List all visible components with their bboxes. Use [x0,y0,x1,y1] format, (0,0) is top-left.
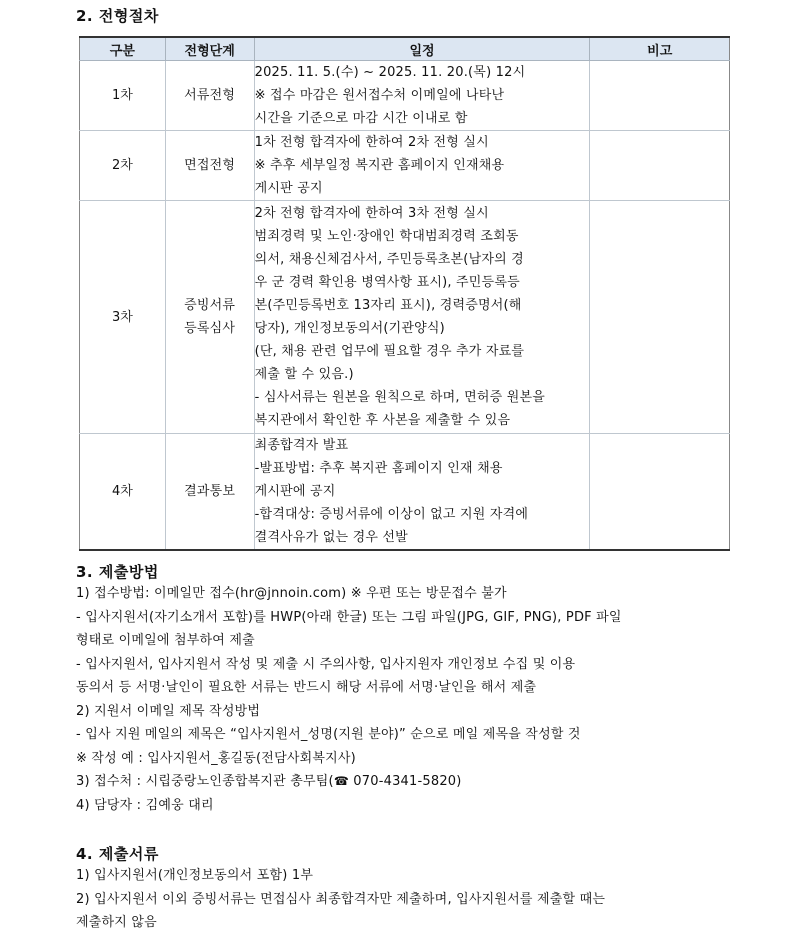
round-cell: 3차 [80,201,166,434]
schedule-line: 당자), 개인정보동의서(기관양식) [254,321,445,336]
stage-cell [165,201,254,434]
text-line: 동의서 등 서명·날인이 필요한 서류는 반드시 해당 서류에 서명·날인을 해서 제출 [76,680,537,695]
schedule-line: 1차 전형 합격자에 한하여 2차 전형 실시 [254,135,489,150]
schedule-line: 최종합격자 발표 [254,438,349,453]
table-row [80,434,730,551]
text-line: - 입사지원서, 입사지원서 작성 및 제출 시 주의사항, 입사지원자 개인정보 수집 및 이용 [76,656,576,672]
round-cell: 2차 [80,131,166,201]
selection-procedure-table [79,36,730,551]
note-cell [590,61,730,131]
schedule-line: 시간을 기준으로 마감 시간 이내로 함 [254,111,468,126]
stage-cell [165,131,254,201]
text-line: ※ 작성 예 : 입사지원서_홍길동(전담사회복지사) [76,750,356,766]
contact-prefix: 3) 접수처 : 시립중랑노인종합복지관 총무팀( [76,774,334,789]
stage-line: 면접전형 [184,158,236,173]
table-row [80,131,730,201]
text-line: - 입사지원서(자기소개서 포함)를 HWP(아래 한글) 또는 그림 파일(JPG, GIF, PNG), PDF 파일 [76,609,622,625]
section-2-title: 2. 전형절차 [76,7,159,25]
text-line: 1) 입사지원서(개인정보동의서 포함) 1부 [76,868,314,883]
schedule-line: ※ 추후 세부일정 복지관 홈페이지 인재채용 [254,158,505,173]
round-cell: 4차 [80,434,166,551]
schedule-cell [254,434,590,551]
header-category: 구분 [80,37,166,61]
schedule-line: (단, 채용 관련 업무에 필요할 경우 추가 자료를 [254,344,525,359]
schedule-line: 우 군 경력 확인용 병역사항 표시), 주민등록등 [254,275,520,290]
header-schedule: 일정 [254,37,590,61]
section-4-title: 4. 제출서류 [76,845,159,863]
text-line: 2) 입사지원서 이외 증빙서류는 면접심사 최종합격자만 제출하며, 입사지원서를 제출할 때는 [76,891,606,907]
text-line: 제출하지 않음 [76,915,157,930]
stage-line: 등록심사 [184,321,236,336]
schedule-line: 결격사유가 없는 경우 선발 [254,530,408,545]
schedule-line: 2차 전형 합격자에 한하여 3차 전형 실시 [254,206,489,221]
phone-icon: ☎ [333,774,349,788]
note-cell [590,201,730,434]
stage-line: 서류전형 [184,88,236,103]
table-row [80,201,730,434]
submission-method-text [76,582,622,817]
contact-line [76,770,622,794]
contact-phone: 070-4341-5820) [348,774,462,789]
note-cell [590,434,730,551]
schedule-line: 2025. 11. 5.(수) ~ 2025. 11. 20.(목) 12시 [254,65,526,80]
schedule-line: -합격대상: 증빙서류에 이상이 없고 지원 자격에 [254,507,529,522]
required-documents-text [76,864,605,935]
header-note: 비고 [590,37,730,61]
stage-line: 증빙서류 [184,298,236,313]
schedule-line: 게시판에 공지 [254,484,336,499]
schedule-line: 제출 할 수 있음.) [254,367,354,382]
schedule-cell [254,131,590,201]
text-line: 2) 지원서 이메일 제목 작성방법 [76,703,261,719]
header-stage: 전형단계 [165,37,254,61]
table-row [80,61,730,131]
schedule-cell [254,61,590,131]
schedule-line: - 심사서류는 원본을 원칙으로 하며, 면허증 원본을 [254,390,545,405]
stage-cell [165,61,254,131]
schedule-line: 복지관에서 확인한 후 사본을 제출할 수 있음 [254,413,511,428]
text-line: 1) 접수방법: 이메일만 접수(hr@jnnoin.com) ※ 우편 또는 방문접수 불가 [76,586,507,601]
note-cell [590,131,730,201]
schedule-line: -발표방법: 추후 복지관 홈페이지 인재 채용 [254,461,503,476]
text-line: 형태로 이메일에 첨부하여 제출 [76,633,255,648]
schedule-line: 게시판 공지 [254,181,323,196]
schedule-line: ※ 접수 마감은 원서접수처 이메일에 나타난 [254,88,505,103]
manager-line: 4) 담당자 : 김예웅 대리 [76,797,214,813]
schedule-line: 의서, 채용신체검사서, 주민등록초본(남자의 경 [254,252,524,267]
schedule-line: 본(주민등록번호 13자리 표시), 경력증명서(해 [254,298,522,313]
stage-cell [165,434,254,551]
schedule-line: 범죄경력 및 노인·장애인 학대범죄경력 조회동 [254,229,519,244]
section-3-title: 3. 제출방법 [76,563,159,581]
text-line: - 입사 지원 메일의 제목은 “입사지원서_성명(지원 분야)” 순으로 메일 제목을 작성할 것 [76,727,581,742]
schedule-cell [254,201,590,434]
table-header-row [80,37,730,61]
round-cell: 1차 [80,61,166,131]
stage-line: 결과통보 [184,484,236,499]
